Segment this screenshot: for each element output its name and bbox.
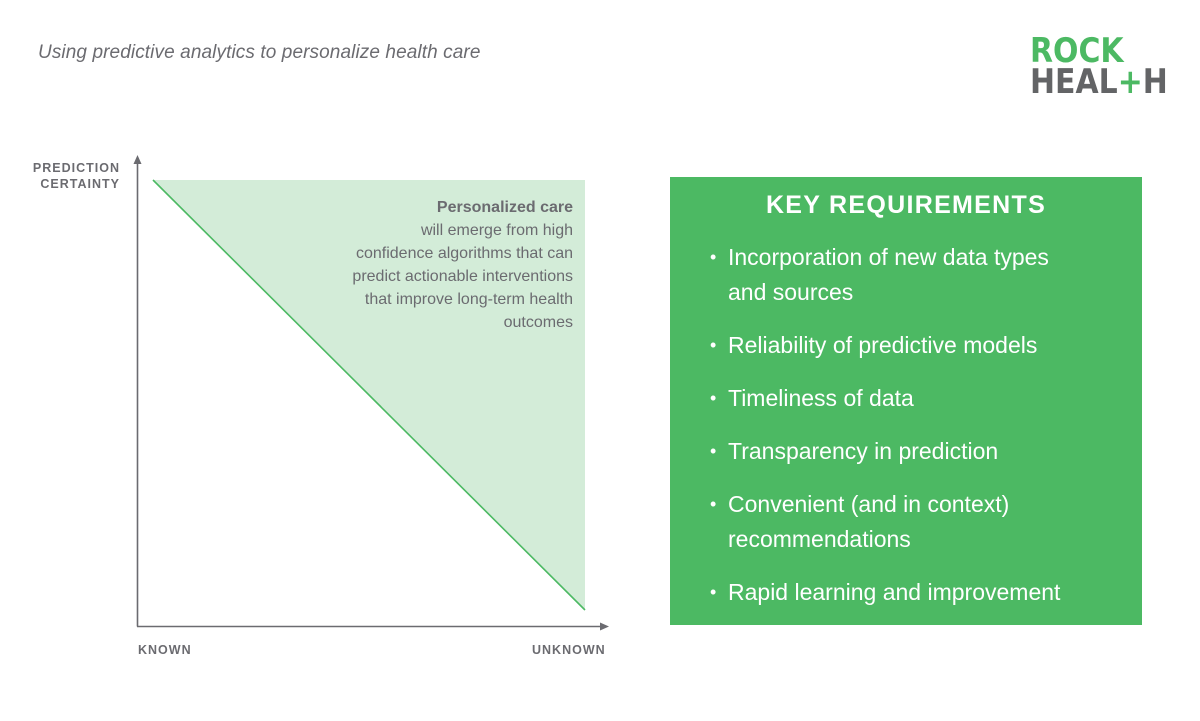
callout-line: will emerge from high	[420, 222, 573, 239]
callout-line: outcomes	[503, 314, 573, 331]
y-axis-label-line1: PREDICTION	[32, 161, 120, 175]
bullet-icon: •	[710, 335, 717, 355]
callout-title: Personalized care	[436, 199, 573, 216]
requirement-item	[710, 434, 1110, 469]
logo-line-rock: ROCK	[1030, 31, 1124, 71]
bullet-icon: •	[710, 494, 717, 514]
requirement-text: Reliability of predictive models	[728, 332, 1038, 358]
bullet-icon: •	[710, 582, 717, 602]
requirement-text-cont: and sources	[728, 279, 854, 305]
x-axis-label-unknown: UNKNOWN	[532, 643, 606, 657]
requirement-text: Timeliness of data	[728, 385, 914, 411]
page-subtitle: Using predictive analytics to personalize health care	[38, 42, 481, 63]
requirement-text: Incorporation of new data types	[728, 244, 1049, 270]
key-requirements-title: KEY REQUIREMENTS	[765, 191, 1047, 219]
logo-health-prefix: HEAL	[1030, 62, 1118, 102]
requirement-text: Convenient (and in context)	[728, 491, 1010, 517]
y-axis-label-line2: CERTAINTY	[40, 177, 120, 191]
x-axis-label-known: KNOWN	[138, 643, 192, 657]
callout-line: confidence algorithms that can	[355, 245, 573, 262]
bullet-icon: •	[710, 388, 717, 408]
requirement-item	[710, 328, 1110, 363]
requirement-item	[710, 487, 1110, 557]
requirement-item	[710, 240, 1110, 310]
requirement-item	[710, 381, 1110, 416]
callout-line: predict actionable interventions	[352, 268, 573, 285]
personalized-care-callout	[300, 196, 573, 334]
plus-icon: +	[1117, 62, 1143, 102]
callout-line: that improve long-term health	[364, 291, 573, 308]
requirement-item	[710, 575, 1110, 610]
requirement-text: Transparency in prediction	[728, 438, 999, 464]
logo-health-suffix: H	[1142, 62, 1168, 102]
key-requirements-panel	[670, 177, 1142, 625]
bullet-icon: •	[710, 247, 717, 267]
x-axis-arrow-icon	[600, 623, 609, 631]
requirement-text-cont: recommendations	[728, 526, 911, 552]
y-axis-arrow-icon	[134, 155, 142, 164]
bullet-icon: •	[710, 441, 717, 461]
requirement-text: Rapid learning and improvement	[728, 579, 1061, 605]
